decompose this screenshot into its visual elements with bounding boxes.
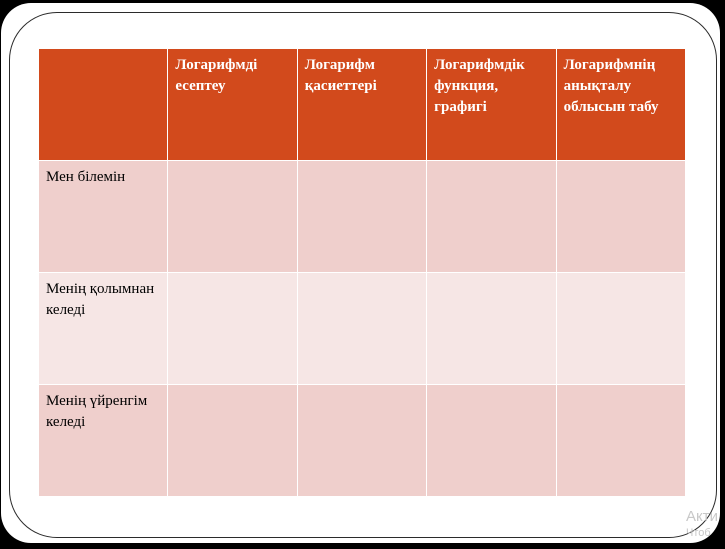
table-row xyxy=(39,385,686,497)
watermark-line-2: Чтоб xyxy=(686,527,711,539)
table-cell[interactable] xyxy=(168,385,297,497)
header-cell-logarithmic-function-graph: Логарифмдік функция, графигі xyxy=(427,49,556,161)
row-label-i-know: Мен білемін xyxy=(39,161,168,273)
self-assessment-table-container xyxy=(38,48,686,496)
watermark-line-1: Акти xyxy=(686,508,718,525)
table-cell[interactable] xyxy=(297,385,426,497)
table-cell[interactable] xyxy=(297,161,426,273)
table-cell[interactable] xyxy=(556,273,685,385)
table-header-row xyxy=(39,49,686,161)
table-cell[interactable] xyxy=(427,161,556,273)
table-cell[interactable] xyxy=(556,161,685,273)
table-cell[interactable] xyxy=(297,273,426,385)
table-cell[interactable] xyxy=(168,273,297,385)
self-assessment-table xyxy=(38,48,686,497)
table-row xyxy=(39,161,686,273)
row-label-i-want-to-learn: Менің үйренгім келеді xyxy=(39,385,168,497)
table-cell[interactable] xyxy=(168,161,297,273)
header-cell-domain-of-logarithm: Логарифмнің анықталу облысын табу xyxy=(556,49,685,161)
header-cell-logarithm-properties: Логарифм қасиеттері xyxy=(297,49,426,161)
row-label-i-can: Менің қолымнан келеді xyxy=(39,273,168,385)
table-cell[interactable] xyxy=(427,273,556,385)
header-cell-logarithm-calculation: Логарифмді есептеу xyxy=(168,49,297,161)
header-cell-empty xyxy=(39,49,168,161)
table-cell[interactable] xyxy=(556,385,685,497)
table-cell[interactable] xyxy=(427,385,556,497)
table-row xyxy=(39,273,686,385)
windows-activation-watermark xyxy=(686,508,718,540)
